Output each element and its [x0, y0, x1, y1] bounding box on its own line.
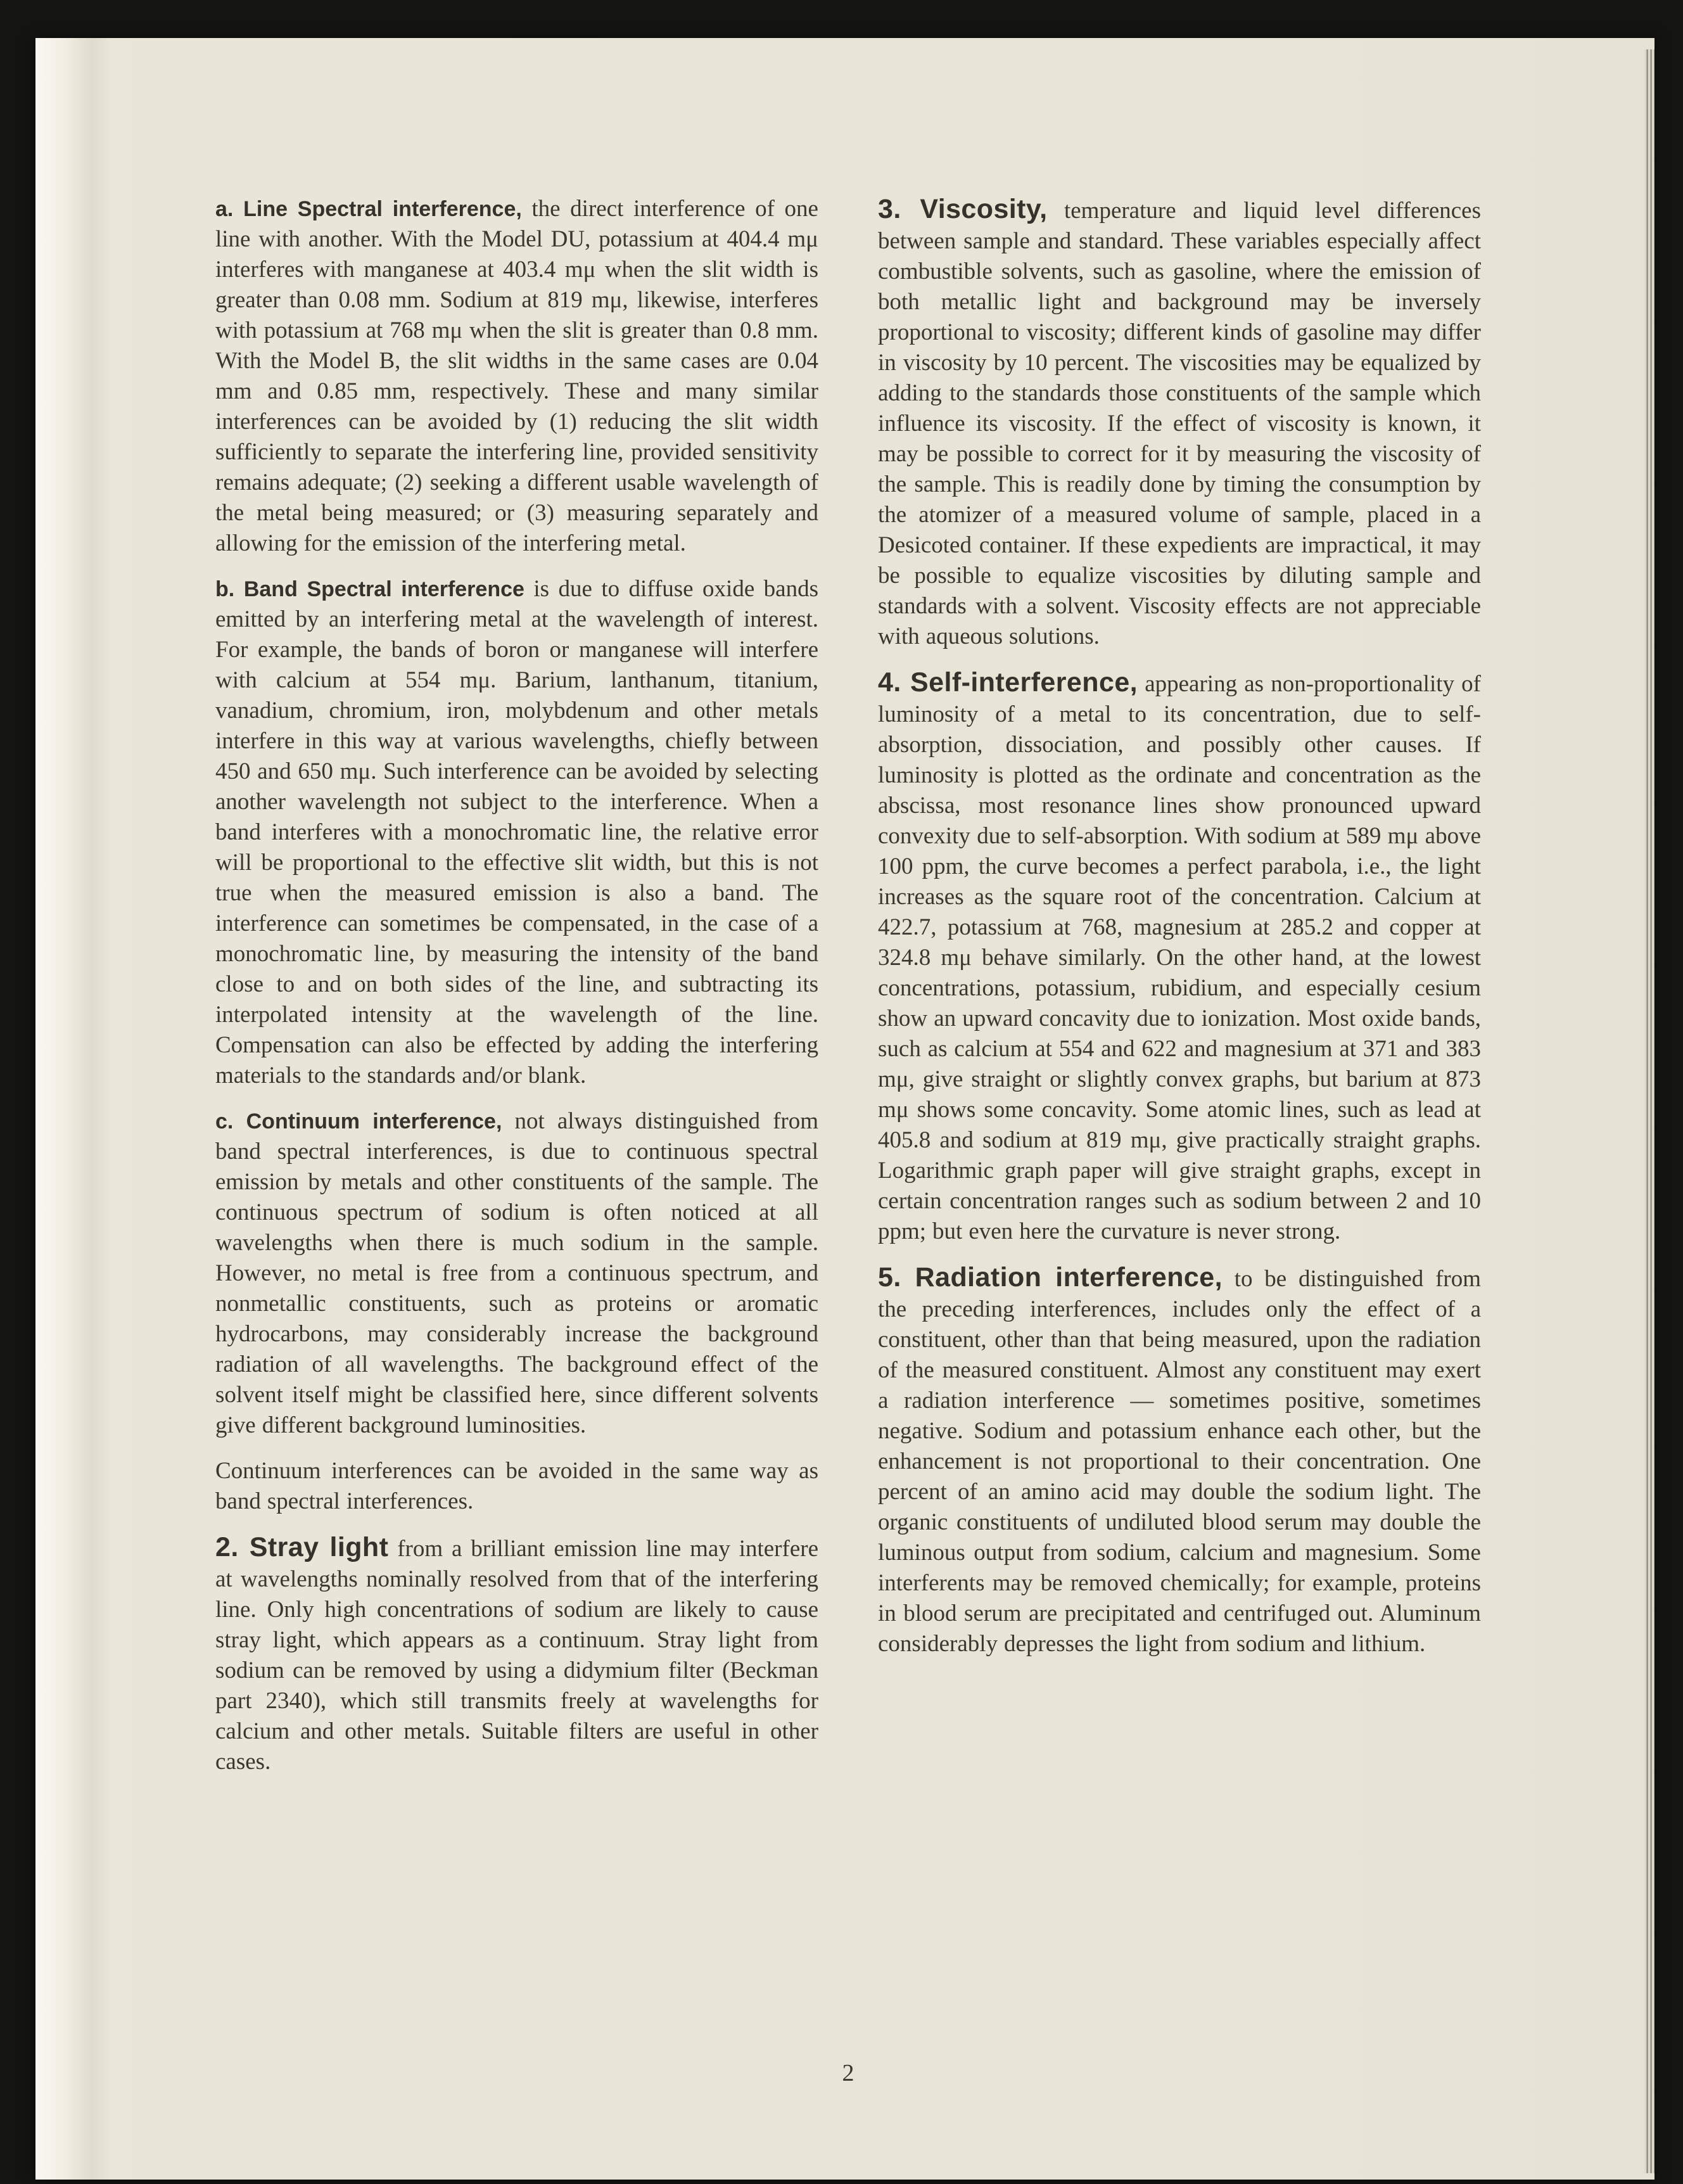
paragraph-continuum-avoidance	[215, 1456, 818, 1517]
paragraph-text: from a brilliant emission line may interfere at wavelengths nominally resolved from that of the interfering line. Only high concentrations of sodium are likely to cause stray light, which appears as a continuum. Stray light from sodium can be removed by using a didymium filter (Beckman part 2340), which still transmits freely at wavelengths for calcium and other metals. Suitable filters are useful in other cases.	[215, 1536, 818, 1775]
spine-shadow	[35, 38, 111, 2180]
page-edge-stack	[1644, 49, 1654, 2173]
paragraph-radiation-interference	[878, 1262, 1481, 1659]
column-left	[215, 194, 818, 1792]
section-heading-4: 4. Self-interference,	[878, 667, 1138, 698]
paragraph-self-interference	[878, 667, 1481, 1247]
paragraph-text: the direct interference of one line with another. With the Model DU, potassium at 404.4 mμ interferes with manganese at 403.4 mμ when the slit width is greater than 0.08 mm. Sodium at 819 mμ, likewise, interferes with potassium at 768 mμ when the slit is greater than 0.8 mm. With the Model B, the slit widths in the same cases are 0.04 mm and 0.85 mm, respectively. These and many similar interferences can be avoided by (1) reducing the slit width sufficiently to separate the interfering line, provided sensitivity remains adequate; (2) seeking a different usable wavelength of the metal being measured; or (3) measuring separately and allowing for the emission of the interfering metal.	[215, 196, 818, 556]
paragraph-band-spectral-interference	[215, 574, 818, 1091]
section-heading-c: c. Continuum interference,	[215, 1109, 502, 1134]
page-number: 2	[842, 2060, 854, 2086]
page-content	[215, 194, 1481, 1792]
paragraph-text: appearing as non-proportionality of luminosity of a metal to its concentration, due to self-absorption, dissociation, and possibly other causes. If luminosity is plotted as the ordinate and concentration as the abscissa, most resonance lines show pronounced upward convexity due to self-absorption. With sodium at 589 mμ above 100 ppm, the curve becomes a perfect parabola, i.e., the light increases as the square root of the concentration. Calcium at 422.7, potassium at 768, magnesium at 285.2 and copper at 324.8 mμ behave similarly. On the other hand, at the lowest concentrations, potassium, rubidium, and especially cesium show an upward concavity due to ionization. Most oxide bands, such as calcium at 554 and 622 and magnesium at 371 and 383 mμ, give straight or slightly convex graphs, but barium at 873 mμ shows some concavity. Some atomic lines, such as lead at 405.8 and sodium at 819 mμ, give practically straight graphs. Logarithmic graph paper will give straight graphs, except in certain concentration ranges such as sodium between 2 and 10 ppm; but even here the curvature is never strong.	[878, 671, 1481, 1244]
section-heading-2: 2. Stray light	[215, 1532, 389, 1562]
book-page	[35, 38, 1654, 2180]
paragraph-text: temperature and liquid level differences between sample and standard. These variables especially affect combustible solvents, such as gasoline, where the emission of both metallic light and background may be inversely proportional to viscosity; different kinds of gasoline may differ in viscosity by 10 percent. The viscosities may be equalized by adding to the standards those constituents of the sample which influence its viscosity. If the effect of viscosity is known, it may be possible to correct for it by measuring the viscosity of the sample. This is readily done by timing the consumption by the atomizer of a measured volume of sample, placed in a Desicoted container. If these expedients are impractical, it may be possible to equalize viscosities by diluting sample and standards with a solvent. Viscosity effects are not appreciable with aqueous solutions.	[878, 198, 1481, 649]
section-heading-b: b. Band Spectral interference	[215, 577, 524, 601]
paragraph-text: is due to diffuse oxide bands emitted by an interfering metal at the wavelength of interest. For example, the bands of boron or manganese will interfere with calcium at 554 mμ. Barium, lanthanum, titanium, vanadium, chromium, iron, molybdenum and other metals interfere in this way at various wavelengths, chiefly between 450 and 650 mμ. Such interference can be avoided by selecting another wavelength not subject to the interference. When a band interferes with a monochromatic line, the relative error will be proportional to the effective slit width, but this is not true when the measured emission is also a band. The interference can sometimes be compensated, in the case of a monochromatic line, by measuring the intensity of the band close to and on both sides of the line, and subtracting its interpolated intensity at the wavelength of the line. Compensation can also be effected by adding the interfering materials to the standards and/or blank.	[215, 576, 818, 1089]
paragraph-continuum-interference	[215, 1106, 818, 1441]
section-heading-3: 3. Viscosity,	[878, 194, 1048, 224]
column-right	[878, 194, 1481, 1792]
paragraph-text: not always distinguished from band spectral interferences, is due to continuous spectral emission by metals and other constituents of the sample. The continuous spectrum of sodium is often noticed at all wavelengths when there is much sodium in the sample. However, no metal is free from a continuous spectrum, and nonmetallic constituents, such as proteins or aromatic hydrocarbons, may considerably increase the background radiation of all wavelengths. The background effect of the solvent itself might be classified here, since different solvents give different background luminosities.	[215, 1108, 818, 1438]
paragraph-stray-light	[215, 1532, 818, 1777]
section-heading-5: 5. Radiation interference,	[878, 1262, 1223, 1293]
paragraph-viscosity	[878, 194, 1481, 652]
paragraph-text: to be distinguished from the preceding interferences, includes only the effect of a constituent, other than that being measured, upon the radiation of the measured constituent. Almost any constituent may exert a radiation interference — sometimes positive, sometimes negative. Sodium and potassium enhance each other, but the enhancement is not proportional to their concentration. One percent of an amino acid may double the sodium light. The organic constituents of undiluted blood serum may double the luminous output from sodium, calcium and magnesium. Some interferents may be removed chemically; for example, proteins in blood serum are precipitated and centrifuged out. Aluminum considerably depresses the light from sodium and lithium.	[878, 1266, 1481, 1657]
paragraph-text: Continuum interferences can be avoided in the same way as band spectral interferences.	[215, 1458, 818, 1514]
paragraph-line-spectral-interference	[215, 194, 818, 559]
section-heading-a: a. Line Spectral interference,	[215, 197, 522, 221]
